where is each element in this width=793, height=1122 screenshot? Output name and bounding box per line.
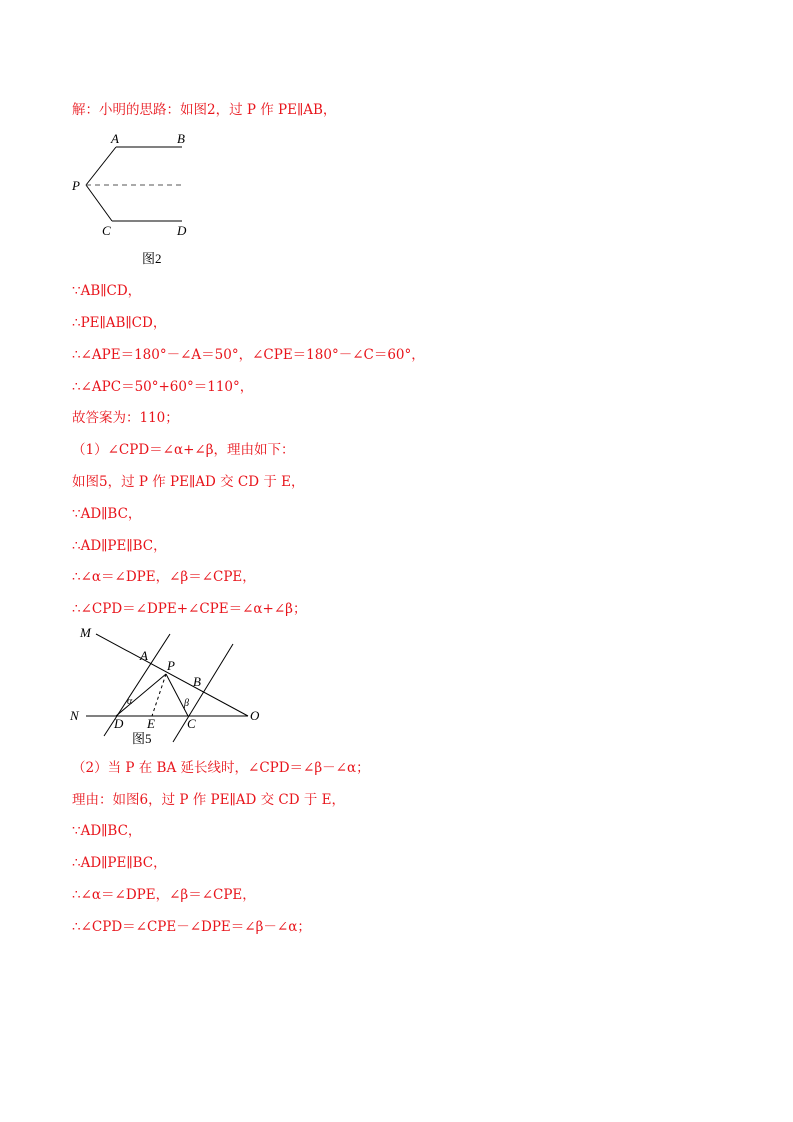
solution-line: ∴∠α＝∠DPE，∠β＝∠CPE， [72, 569, 256, 585]
fig2-label-d: D [177, 223, 187, 238]
fig5-label-n: N [70, 708, 79, 723]
fig5-label-m: M [80, 625, 91, 640]
solution-line: 理由：如图6，过 P 作 PE∥AD 交 CD 于 E， [72, 792, 345, 808]
fig5-label-c: C [187, 716, 196, 731]
solution-line: ∵AB∥CD， [72, 283, 142, 299]
solution-line: ∴∠APE＝180°－∠A＝50°，∠CPE＝180°－∠C＝60°， [72, 347, 425, 363]
fig5-label-a: A [140, 648, 148, 663]
fig5-label-d: D [114, 716, 124, 731]
solution-line: ∴AD∥PE∥BC， [72, 538, 167, 554]
solution-line: ∴∠α＝∠DPE，∠β＝∠CPE， [72, 887, 256, 903]
solution-intro: 解：小明的思路：如图2，过 P 作 PE∥AB， [72, 102, 337, 118]
part-1-heading: （1）∠CPD＝∠α+∠β，理由如下： [72, 442, 295, 458]
fig2-label-b: B [177, 131, 185, 146]
solution-line: 如图5，过 P 作 PE∥AD 交 CD 于 E， [72, 474, 305, 490]
fig5-label-o: O [250, 708, 260, 723]
figure-5 [66, 624, 266, 749]
fig5-label-p: P [167, 658, 175, 673]
answer-line: 故答案为：110； [72, 410, 179, 426]
fig2-label-a: A [111, 131, 119, 146]
figure-2 [66, 130, 206, 270]
fig5-label-e: E [147, 716, 155, 731]
fig2-label-p: P [72, 178, 80, 193]
solution-line: ∵AD∥BC， [72, 506, 142, 522]
part-2-heading: （2）当 P 在 BA 延长线时，∠CPD＝∠β－∠α； [72, 760, 370, 776]
fig5-caption: 图5 [132, 731, 152, 746]
fig5-label-alpha: α [127, 696, 133, 707]
fig2-caption: 图2 [142, 251, 162, 266]
solution-line: ∴∠CPD＝∠DPE+∠CPE＝∠α+∠β； [72, 601, 307, 617]
solution-line: ∴∠CPD＝∠CPE－∠DPE＝∠β－∠α； [72, 919, 311, 935]
solution-line: ∴AD∥PE∥BC， [72, 855, 167, 871]
solution-line: ∴PE∥AB∥CD， [72, 315, 167, 331]
fig5-label-b: B [193, 674, 201, 689]
fig5-label-beta: β [184, 698, 189, 709]
solution-line: ∴∠APC＝50°+60°＝110°， [72, 379, 254, 395]
solution-line: ∵AD∥BC， [72, 823, 142, 839]
fig2-label-c: C [102, 223, 111, 238]
